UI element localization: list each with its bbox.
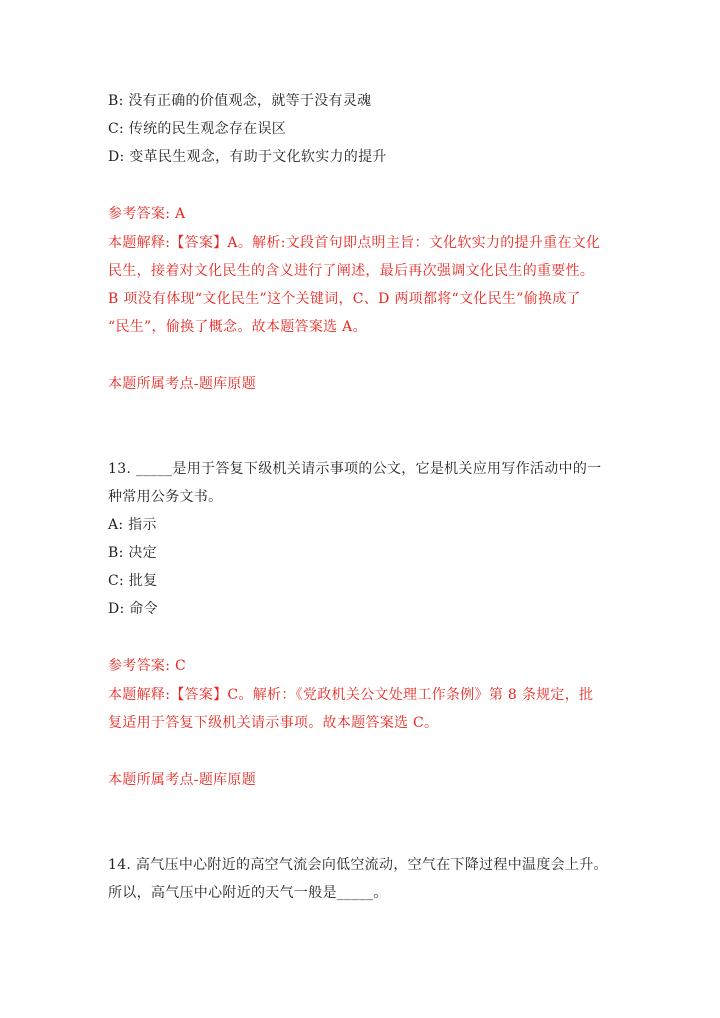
q13-option-b: B: 决定 <box>108 545 157 561</box>
q12-option-b: B: 没有正确的价值观念，就等于没有灵魂 <box>108 93 372 109</box>
q12-option-c: C: 传统的民生观念存在误区 <box>108 121 287 137</box>
q14-question-line-2: 所以，高气压中心附近的天气一般是_____。 <box>108 885 388 901</box>
q12-explanation-line-4: “民生”，偷换了概念。故本题答案选 A。 <box>108 319 367 335</box>
q13-explanation-line-2: 复适用于答复下级机关请示事项。故本题答案选 C。 <box>108 715 439 731</box>
q13-option-a: A: 指示 <box>108 517 157 533</box>
q14-question-line-1: 14. 高气压中心附近的高空气流会向低空流动，空气在下降过程中温度会上升。 <box>108 857 608 873</box>
q13-question-line-2: 种常用公务文书。 <box>108 489 223 505</box>
q13-question-line-1: 13. _____是用于答复下级机关请示事项的公文，它是机关应用写作活动中的一 <box>108 461 602 477</box>
q12-explanation-line-1: 本题解释:【答案】A。解析:文段首句即点明主旨：文化软实力的提升重在文化 <box>108 235 601 251</box>
q12-explanation-line-2: 民生，接着对文化民生的含义进行了阐述，最后再次强调文化民生的重要性。 <box>108 263 595 279</box>
q13-option-d: D: 命令 <box>108 601 158 617</box>
q12-option-d: D: 变革民生观念，有助于文化软实力的提升 <box>108 149 387 165</box>
q13-source: 本题所属考点-题库原题 <box>108 772 257 788</box>
q13-option-c: C: 批复 <box>108 573 158 589</box>
q12-answer: 参考答案: A <box>108 206 186 222</box>
q12-source: 本题所属考点-题库原题 <box>108 376 257 392</box>
q12-explanation-line-3: B 项没有体现“文化民生”这个关键词，C、D 两项都将“文化民生”偷换成了 <box>108 291 581 307</box>
q13-answer: 参考答案: C <box>108 658 186 674</box>
q13-explanation-line-1: 本题解释:【答案】C。解析：《党政机关公文处理工作条例》第 8 条规定，批 <box>108 687 594 703</box>
